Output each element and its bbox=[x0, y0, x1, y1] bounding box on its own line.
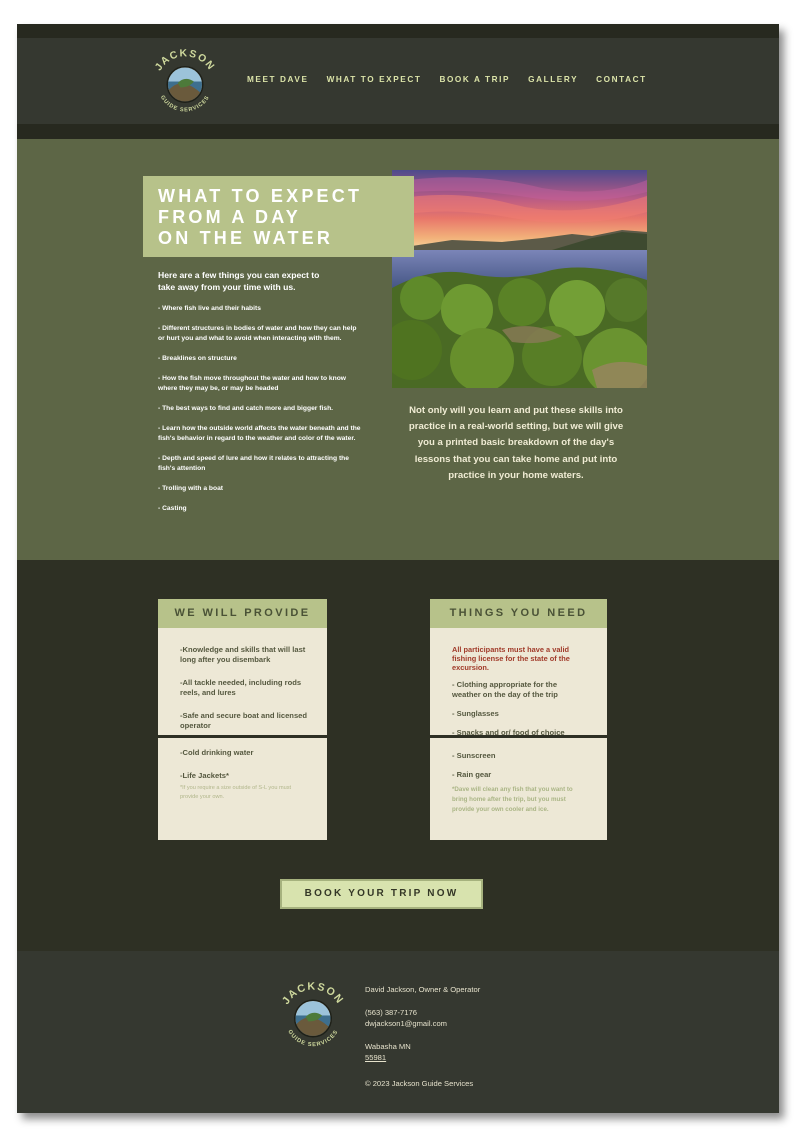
footer-owner: David Jackson, Owner & Operator bbox=[365, 985, 481, 994]
hero-title-line: WHAT TO EXPECT bbox=[158, 186, 363, 206]
what-to-expect-section bbox=[17, 139, 779, 560]
list-item: - Clothing appropriate for the weather on the day of the trip bbox=[452, 680, 558, 699]
life-jacket-footnote: *If you require a size outside of S-L you must provide your own. bbox=[180, 785, 292, 800]
logo-top-text: JACKSON bbox=[279, 980, 347, 1007]
needs-list bbox=[452, 680, 587, 780]
nav-book-a-trip[interactable]: BOOK A TRIP bbox=[439, 75, 511, 84]
site-header bbox=[17, 24, 779, 139]
list-item: - Where fish live and their habits bbox=[158, 305, 261, 312]
landscape-photo bbox=[392, 170, 647, 388]
footer-email[interactable]: dwjackson1@gmail.com bbox=[365, 1019, 447, 1028]
footer-logo[interactable] bbox=[275, 979, 351, 1055]
logo-badge-icon bbox=[275, 979, 351, 1055]
fish-cleaning-note: *Dave will clean any fish that you want to bring home after the trip, but you must provide your own cooler and ice. bbox=[452, 786, 573, 813]
logo-bottom-text: GUIDE SERVICES bbox=[158, 94, 212, 114]
logo-top-text: JACKSON bbox=[153, 48, 217, 74]
list-item: - Sunscreen bbox=[452, 751, 496, 760]
list-item: -Knowledge and skills that will last long after you disembark bbox=[180, 645, 306, 664]
list-item: - Casting bbox=[158, 505, 187, 512]
list-item: - Trolling with a boat bbox=[158, 485, 224, 492]
header-bottom-band bbox=[17, 124, 779, 139]
list-item: -All tackle needed, including rods reels, and lures bbox=[180, 678, 302, 697]
list-item: - Different structures in bodies of water and how they can help or hurt you and what to avoid when interacting with them. bbox=[158, 325, 357, 342]
list-item: - Rain gear bbox=[452, 770, 492, 779]
hero-intro bbox=[158, 269, 358, 293]
nav-meet-dave[interactable]: MEET DAVE bbox=[247, 75, 309, 84]
hero-title bbox=[158, 186, 414, 249]
header-logo[interactable] bbox=[148, 46, 222, 120]
list-item: -Cold drinking water bbox=[180, 748, 254, 757]
hero-intro-line: take away from your time with us. bbox=[158, 282, 296, 292]
license-requirement-note: All participants must have a valid fishing license for the state of the excursion. bbox=[452, 645, 570, 672]
hero-intro-line: Here are a few things you can expect to bbox=[158, 270, 320, 280]
list-item bbox=[180, 771, 310, 801]
footer-city: Wabasha MN bbox=[365, 1042, 411, 1051]
nav-what-to-expect[interactable]: WHAT TO EXPECT bbox=[326, 75, 422, 84]
things-you-need-card bbox=[430, 599, 607, 840]
list-item: - Learn how the outside world affects the water beneath and the fish's behavior in regard to the weather and color of the water. bbox=[158, 425, 361, 442]
footer-copyright: © 2023 Jackson Guide Services bbox=[365, 1079, 474, 1088]
sunset-lake-image bbox=[392, 170, 647, 388]
hero-takeaway-text: Not only will you learn and put these skills into practice in a real-world setting, but we will give you a printed basic breakdown of the day's lessons that you can take home and put into practice in your home waters. bbox=[408, 405, 624, 481]
expectations-list bbox=[158, 304, 364, 524]
main-nav bbox=[247, 75, 647, 84]
logo-badge-icon bbox=[148, 46, 222, 120]
list-item: - How the fish move throughout the water and how to know where they may be, or may be headed bbox=[158, 375, 346, 392]
list-item: - Sunglasses bbox=[452, 709, 499, 718]
hero-title-line: ON THE WATER bbox=[158, 228, 334, 248]
hero-title-line: FROM A DAY bbox=[158, 207, 302, 227]
list-item: - Breaklines on structure bbox=[158, 355, 237, 362]
page bbox=[17, 24, 779, 1113]
life-jackets-label: -Life Jackets* bbox=[180, 771, 229, 780]
book-trip-button[interactable]: BOOK YOUR TRIP NOW bbox=[280, 879, 483, 909]
list-item: -Safe and secure boat and licensed operator bbox=[180, 711, 308, 730]
nav-contact[interactable]: CONTACT bbox=[596, 75, 647, 84]
nav-gallery[interactable]: GALLERY bbox=[528, 75, 579, 84]
we-will-provide-card bbox=[158, 599, 327, 840]
provide-card-title: WE WILL PROVIDE bbox=[158, 599, 327, 628]
header-top-band bbox=[17, 24, 779, 38]
list-item: - Snacks and or/ food of choice bbox=[452, 728, 565, 737]
provide-list bbox=[180, 645, 310, 801]
footer-phone[interactable]: (563) 387-7176 bbox=[365, 1008, 417, 1017]
list-item: - The best ways to find and catch more and bigger fish. bbox=[158, 405, 334, 412]
hero-title-box bbox=[143, 176, 414, 257]
site-footer bbox=[17, 951, 779, 1113]
list-item: - Depth and speed of lure and how it relates to attracting the fish's attention bbox=[158, 455, 349, 472]
footer-zip: 55981 bbox=[365, 1053, 387, 1062]
need-card-title: THINGS YOU NEED bbox=[430, 599, 607, 628]
logo-bottom-text: GUIDE SERVICES bbox=[286, 1028, 340, 1049]
